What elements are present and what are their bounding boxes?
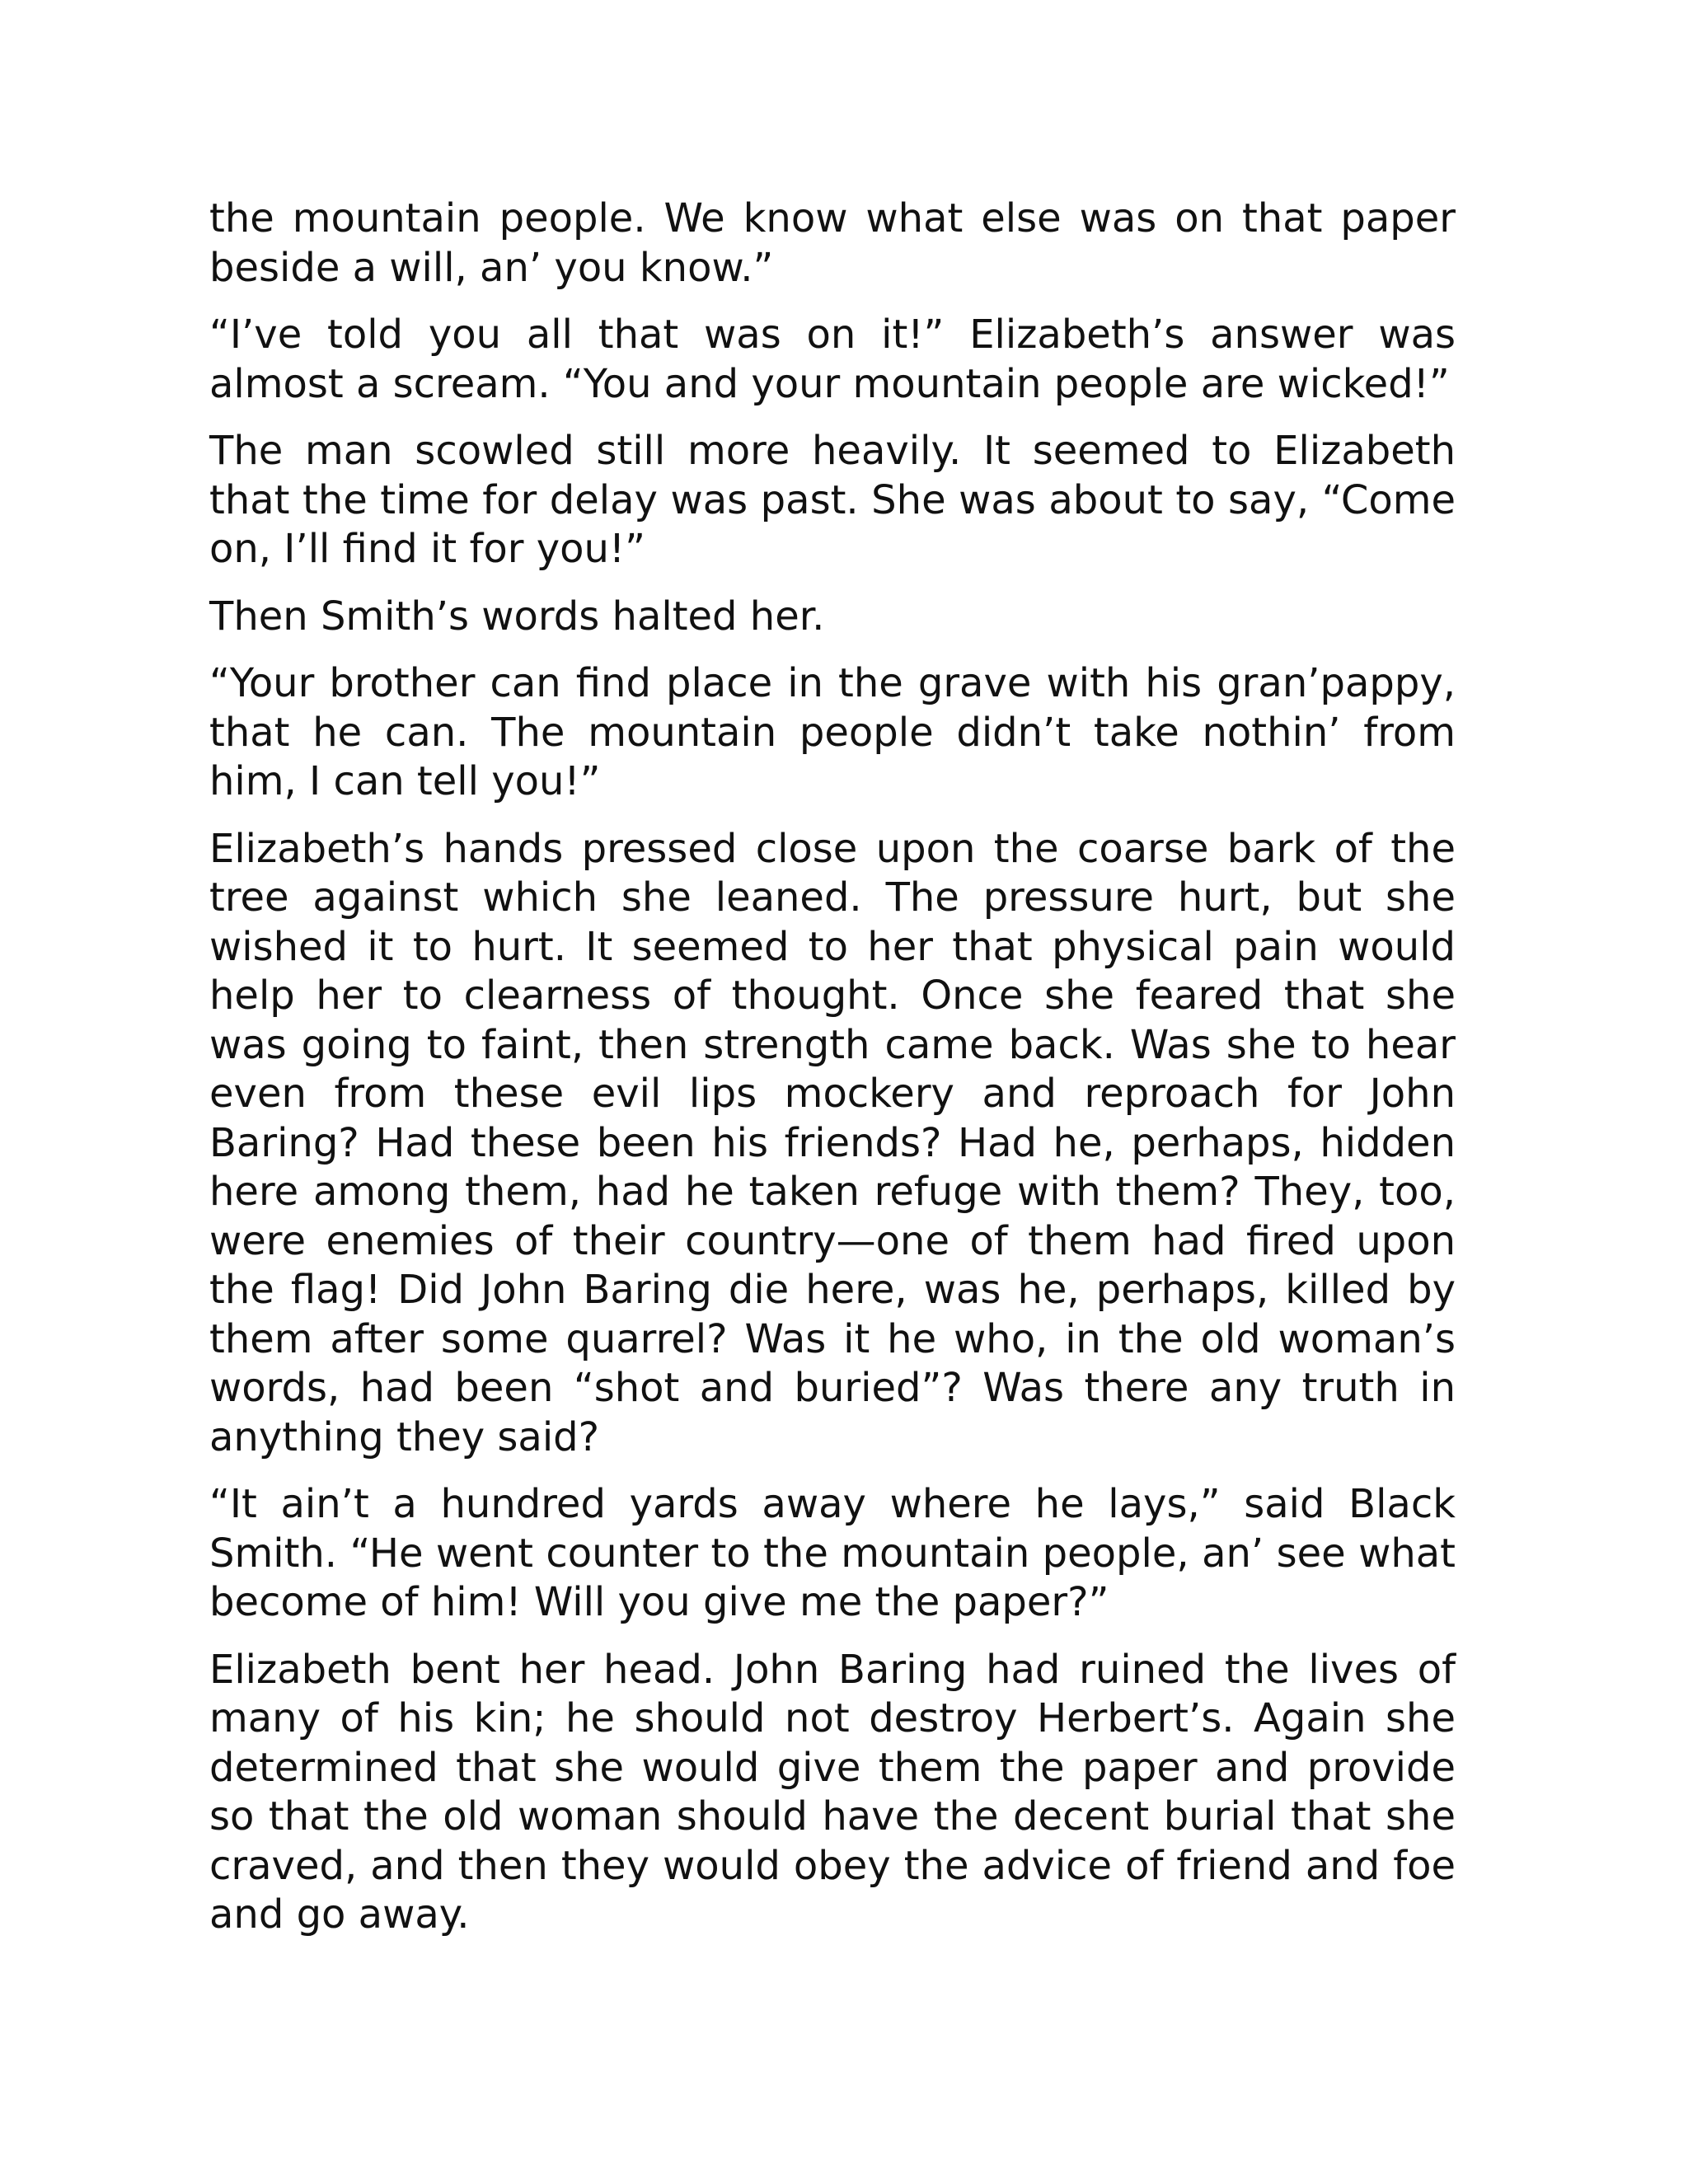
page-text	[209, 194, 1456, 1958]
paragraph-7: “It ain’t a hundred yards away where he lays,” said Black Smith. “He went counter to the mountain people, an’ see what become of him! Will you give me the paper?”	[209, 1481, 1456, 1625]
paragraph-1: the mountain people. We know what else was on that paper beside a will, an’ you know.”	[209, 195, 1456, 291]
paragraph-6: Elizabeth’s hands pressed close upon the coarse bark of the tree against which she leaned. The pressure hurt, but she wished it to hurt. It seemed to her that physical pain would help her to clearness of thought. Once she feared that she was going to faint, then strength came back. Was she to hear even from these evil lips mockery and reproach for John Baring? Had these been his friends? Had he, perhaps, hidden here among them, had he taken refuge with them? They, too, were enemies of their country—one of them had fired upon the flag! Did John Baring die here, was he, perhaps, killed by them after some quarrel? Was it he who, in the old woman’s words, had been “shot and buried”? Was there any truth in anything they said?	[209, 825, 1456, 1460]
paragraph-8: Elizabeth bent her head. John Baring had ruined the lives of many of his kin; he should not destroy Herbert’s. Again she determined that she would give them the paper and provide so that the old woman should have the decent burial that she craved, and then they would obey the advice of friend and foe and go away.	[209, 1646, 1456, 1938]
paragraph-3: The man scowled still more heavily. It seemed to Elizabeth that the time for delay was past. She was about to say, “Come on, I’ll find it for you!”	[209, 428, 1456, 572]
paragraph-2: “I’ve told you all that was on it!” Elizabeth’s answer was almost a scream. “You and your mountain people are wicked!”	[209, 312, 1456, 407]
paragraph-4: Then Smith’s words halted her.	[209, 593, 825, 640]
paragraph-5: “Your brother can find place in the grave with his gran’pappy, that he can. The mountain people didn’t take nothin’ from him, I can tell you!”	[209, 660, 1456, 804]
